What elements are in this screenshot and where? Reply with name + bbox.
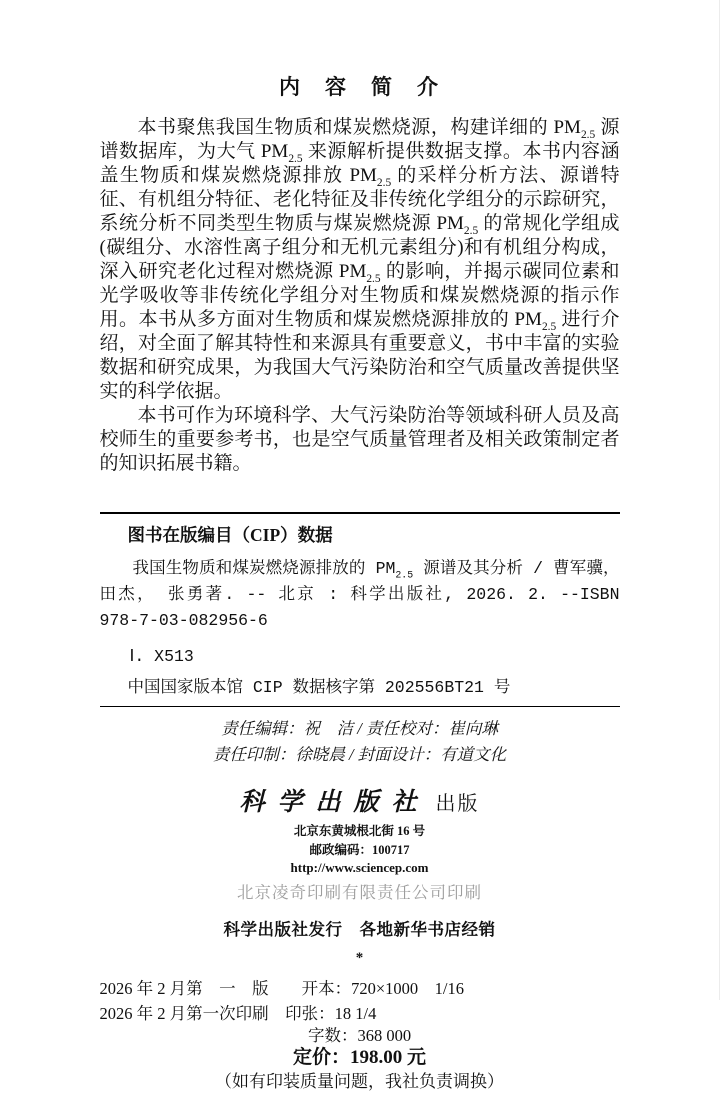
credits-editor-proofreader: 责任编辑：祝 洁 / 责任校对：崔向琳 (221, 719, 498, 738)
publish-label: 出版 (435, 793, 480, 815)
publisher-block (100, 789, 620, 965)
publisher-postal-code: 邮政编码：100717 (309, 843, 410, 857)
publisher-logo-line (100, 789, 620, 820)
distribution-line: 科学出版社发行 各地新华书店经销 (223, 920, 496, 939)
content-summary (100, 116, 620, 476)
edition-line: 2026 年 2 月第 一 版 开本：720×1000 1/16 (99, 979, 465, 998)
page-title: 内 容 简 介 (279, 75, 440, 99)
cip-classification: Ⅰ. X513 (129, 647, 194, 666)
word-count: 字数：368 000 (307, 1026, 412, 1045)
price: 定价：198.00 元 (292, 1047, 426, 1068)
publisher-address: 北京东黄城根北街 16 号 (293, 824, 426, 838)
quality-note: （如有印装质量问题，我社负责调换） (215, 1072, 504, 1091)
printer-name: 北京凌奇印刷有限责任公司印刷 (237, 883, 482, 902)
summary-paragraph-1: 本书聚焦我国生物质和煤炭燃烧源，构建详细的 $PM_{2.5}$ 源谱数据库，为大气 $PM_{2.5}$ 来源解析提供数据支撑。本书内容涵盖生物质和煤炭燃烧源排放 $PM_{2.5}$ 的采样分析方法、源谱特征、有机组分特征、老化特征及非传统化学组分的示踪研究，系统分析不同类型生物质与煤炭燃烧源 $PM_{2.5}$ 的常规化学组成(碳组分、水溶性离子组分和无机元素组分)和有机组分构成，深入研究老化过程对燃烧源 $PM_{2.5}$ 的影响，并揭示碳同位素和光学吸收等非传统化学组分对生物质和煤炭燃烧源的指示作用。本书从多方面对生物质和煤炭燃烧源排放的 $PM_{2.5}$ 进行介绍，对全面了解其特性和来源具有重要意义，书中丰富的实验数据和研究成果，为我国大气污染防治和空气质量改善提供坚实的科学依据。 (99, 117, 620, 402)
cip-record-number: 中国国家版本馆 CIP 数据核字第 202556BT21 号 (127, 678, 511, 697)
editorial-credits (100, 716, 620, 768)
cip-entry: 我国生物质和煤炭燃烧源排放的 $PM_{2.5}$ 源谱及其分析 / 曹军骥，田杰， 张勇著. -- 北京 : 科学出版社, 2026. 2. --ISBN 978-7-03-082956-6 (99, 559, 620, 630)
edition-block (100, 976, 620, 1094)
summary-paragraph-2: 本书可作为环境科学、大气污染防治等领域科研人员及高校师生的重要参考书，也是空气质量管理者及相关政策制定者的知识拓展书籍。 (99, 405, 620, 474)
credits-printing-cover-design: 责任印制：徐晓晨 / 封面设计：有道文化 (212, 745, 507, 764)
cip-data-section (100, 512, 620, 707)
separator-asterisk: * (355, 950, 364, 966)
content-column (100, 0, 620, 1094)
cip-heading: 图书在版编目（CIP）数据 (127, 525, 333, 545)
science-press-logo: 科学出版社 (239, 789, 430, 816)
printing-line: 2026 年 2 月第一次印刷 印张：18 1/4 (99, 1004, 377, 1023)
publisher-website: http://www.sciencep.com (290, 860, 429, 875)
